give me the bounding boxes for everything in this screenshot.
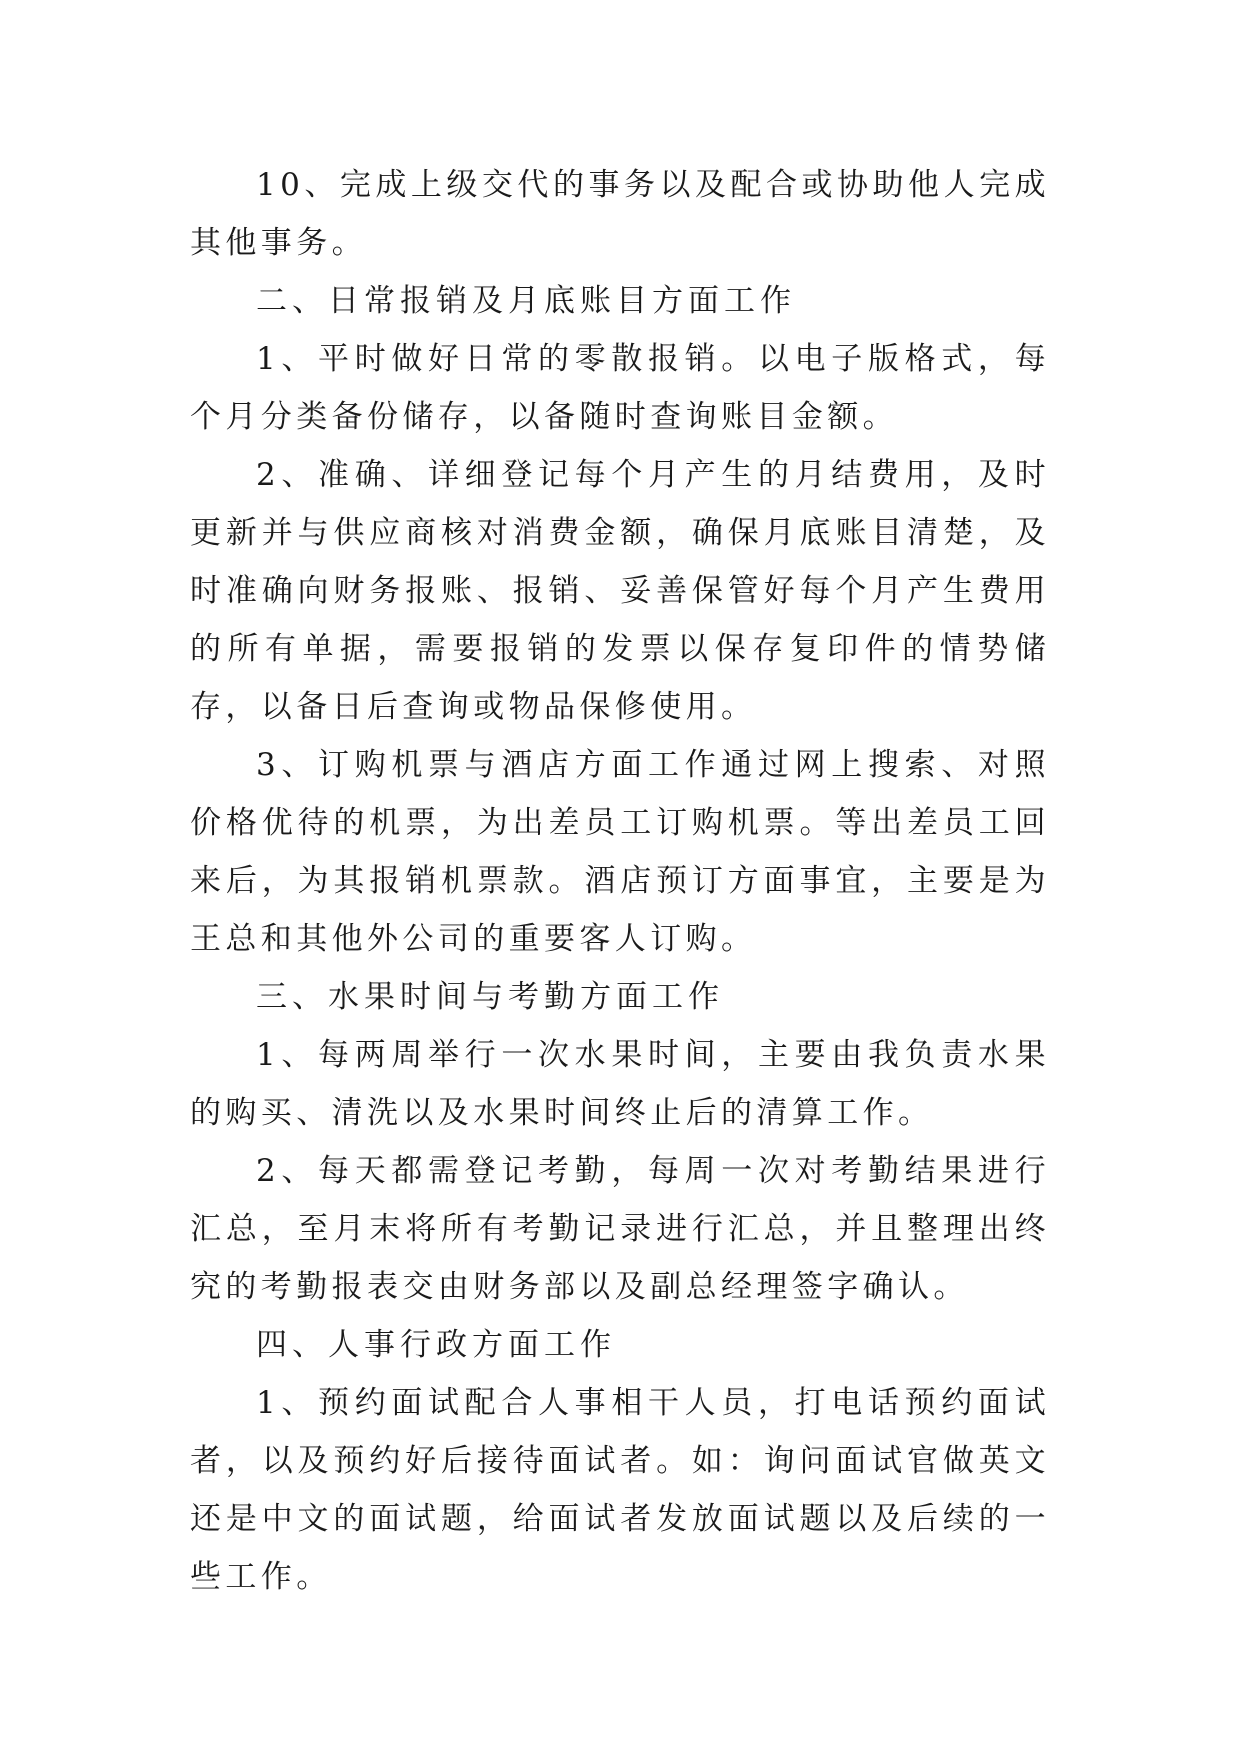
paragraph-interview: 1、预约面试配合人事相干人员，打电话预约面试者，以及预约好后接待面试者。如：询问面试官做英文还是中文的面试题，给面试者发放面试题以及后续的一些工作。: [190, 1385, 1050, 1595]
paragraph-item-10-completion: 10、完成上级交代的事务以及配合或协助他人完成其他事务。: [190, 167, 1050, 261]
paragraph-attendance: 2、每天都需登记考勤，每周一次对考勤结果进行汇总，至月末将所有考勤记录进行汇总，并且整理出终究的考勤报表交由财务部以及副总经理签字确认。: [190, 1153, 1050, 1305]
paragraph-fruit-time: 1、每两周举行一次水果时间，主要由我负责水果的购买、清洗以及水果时间终止后的清算工作。: [190, 1037, 1050, 1131]
section-heading-reimbursement: 二、日常报销及月底账目方面工作: [256, 283, 796, 319]
paragraph-monthly-expenses: 2、准确、详细登记每个月产生的月结费用，及时更新并与供应商核对消费金额，确保月底账目清楚，及时准确向财务报账、报销、妥善保管好每个月产生费用的所有单据，需要报销的发票以保存复印件的情势储存，以备日后查询或物品保修使用。: [190, 457, 1050, 725]
section-heading-hr-admin: 四、人事行政方面工作: [256, 1327, 616, 1363]
paragraph-daily-reimbursement: 1、平时做好日常的零散报销。以电子版格式，每个月分类备份储存，以备随时查询账目金额。: [190, 341, 1050, 435]
paragraph-ticket-hotel: 3、订购机票与酒店方面工作通过网上搜索、对照价格优待的机票，为出差员工订购机票。等出差员工回来后，为其报销机票款。酒店预订方面事宜，主要是为王总和其他外公司的重要客人订购。: [190, 747, 1050, 957]
document-body: [190, 156, 1050, 1606]
section-heading-fruit-attendance: 三、水果时间与考勤方面工作: [256, 979, 724, 1015]
